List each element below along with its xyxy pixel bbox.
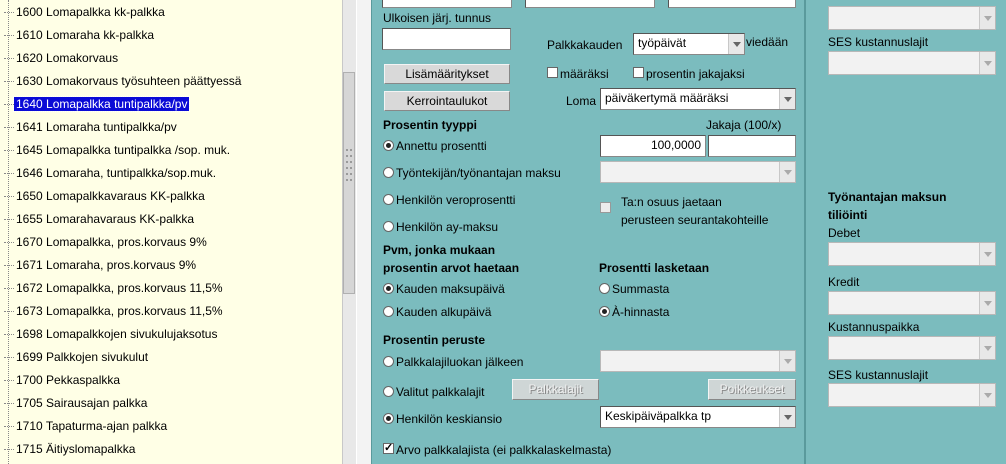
ay-maksu-radio[interactable] xyxy=(383,221,394,232)
viedaan-label: viedään xyxy=(746,35,789,49)
arvo-palkkalajista-checkbox[interactable] xyxy=(383,443,394,454)
maaraksi-label: määräksi xyxy=(560,67,609,81)
summasta-radio[interactable] xyxy=(599,283,610,294)
tree-item-label: 1645 Lomapalkka tuntipalkka /sop. muk. xyxy=(16,143,231,157)
veroprosentti-label: Henkilön veroprosentti xyxy=(396,193,516,207)
chevron-down-icon xyxy=(979,243,995,265)
tree-item[interactable] xyxy=(4,209,196,229)
panel-splitter[interactable] xyxy=(357,0,371,464)
tree-item[interactable] xyxy=(4,278,225,298)
chevron-down-icon xyxy=(779,351,795,371)
tree-branch-line xyxy=(4,265,14,266)
tree-item[interactable] xyxy=(4,2,167,22)
tyontekijan-maksu-radio[interactable] xyxy=(383,167,394,178)
tree-item-label: 1600 Lomapalkka kk-palkka xyxy=(16,5,165,19)
chevron-down-icon xyxy=(979,384,995,406)
tree-item-label: 1640 Lomapalkka tuntipalkka/pv xyxy=(16,97,188,111)
tree-branch-line xyxy=(4,219,14,220)
ahinnasta-radio[interactable] xyxy=(599,306,610,317)
tree-item[interactable] xyxy=(4,117,179,137)
tree-item-label: 1650 Lomapalkkavaraus KK-palkka xyxy=(16,189,205,203)
palkkakauden-value: työpäivät xyxy=(638,36,687,50)
prosentin-peruste-heading: Prosentin peruste xyxy=(383,333,486,347)
chevron-down-icon xyxy=(779,407,795,427)
tree-branch-line xyxy=(4,127,14,128)
loma-select[interactable] xyxy=(600,88,796,110)
ta-osuus-checkbox[interactable] xyxy=(600,202,611,213)
kustannuspaikka-select[interactable] xyxy=(828,336,996,360)
annettu-prosentti-radio[interactable] xyxy=(383,140,394,151)
right-top-select[interactable] xyxy=(828,6,996,30)
jakaja-input[interactable] xyxy=(708,135,796,157)
tree-item[interactable] xyxy=(4,370,122,390)
ses-label-top: SES kustannuslajit xyxy=(828,35,929,49)
tree-item-label: 1620 Lomakorvaus xyxy=(16,51,119,65)
tree-branch-line xyxy=(4,403,14,404)
tree-branch-line xyxy=(4,173,14,174)
tree-item-label: 1610 Lomaraha kk-palkka xyxy=(16,28,155,42)
chevron-down-icon xyxy=(979,337,995,359)
arvo-palkkalajista-label: Arvo palkkalajista (ei palkkalaskelmasta) xyxy=(396,443,612,457)
palkkalajiluokan-radio[interactable] xyxy=(383,356,394,367)
veroprosentti-radio[interactable] xyxy=(383,194,394,205)
tree-item-label: 1655 Lomarahavaraus KK-palkka xyxy=(16,212,195,226)
pvm-heading-1: Pvm, jonka mukaan xyxy=(383,243,496,257)
tree-item[interactable] xyxy=(4,232,209,252)
tree-item[interactable] xyxy=(4,186,207,206)
alkupaiva-radio[interactable] xyxy=(383,306,394,317)
scrollbar-grip-icon xyxy=(346,145,352,185)
tree-item-label: 1700 Pekkaspalkka xyxy=(16,373,121,387)
jakaja-label: Jakaja (100/x) xyxy=(706,118,782,132)
poikkeukset-button[interactable]: Poikkeukset xyxy=(708,379,796,400)
kustannuspaikka-label: Kustannuspaikka xyxy=(828,320,920,334)
tree-branch-line xyxy=(4,196,14,197)
prosentin-jakajaksi-label: prosentin jakajaksi xyxy=(646,67,745,81)
summasta-label: Summasta xyxy=(612,282,670,296)
top-field-3[interactable] xyxy=(668,0,796,8)
loma-label: Loma xyxy=(566,94,597,108)
valitut-palkkalajit-label: Valitut palkkalajit xyxy=(396,385,485,399)
palkkalajiluokka-select[interactable] xyxy=(600,350,796,372)
chevron-down-icon xyxy=(979,52,995,74)
ta-osuus-label-1: Ta:n osuus jaetaan xyxy=(621,195,722,209)
tree-item[interactable] xyxy=(4,255,198,275)
maksupaiva-label: Kauden maksupäivä xyxy=(396,282,505,296)
tree-item[interactable] xyxy=(4,301,225,321)
tree-item-label: 1671 Lomaraha, pros.korvaus 9% xyxy=(16,258,197,272)
annettu-prosentti-input[interactable]: 100,0000 xyxy=(600,135,706,157)
tree-branch-line xyxy=(4,357,14,358)
valitut-palkkalajit-radio[interactable] xyxy=(383,386,394,397)
top-field-2[interactable] xyxy=(525,0,655,8)
ay-maksu-label: Henkilön ay-maksu xyxy=(396,220,499,234)
tree-item[interactable] xyxy=(4,71,243,91)
keskiansio-value: Keskipäiväpalkka tp xyxy=(605,409,712,423)
kerrointaulukot-button[interactable]: Kerrointaulukot xyxy=(384,91,510,111)
chevron-down-icon xyxy=(728,34,744,54)
alkupaiva-label: Kauden alkupäivä xyxy=(396,305,492,319)
pvm-heading-2: prosentin arvot haetaan xyxy=(383,261,520,275)
tree-item-label: 1699 Palkkojen sivukulut xyxy=(16,350,149,364)
palkkakauden-select[interactable] xyxy=(633,33,745,55)
tree-item[interactable] xyxy=(4,94,189,114)
ses-label-bottom: SES kustannuslajit xyxy=(828,368,929,382)
tyontekijan-maksu-select[interactable] xyxy=(600,161,796,183)
tree-item-label: 1670 Lomapalkka, pros.korvaus 9% xyxy=(16,235,207,249)
tree-item-label: 1641 Lomaraha tuntipalkka/pv xyxy=(16,120,177,134)
chevron-down-icon xyxy=(979,292,995,314)
tree-branch-line xyxy=(4,35,14,36)
ulkoisen-label: Ulkoisen järj. tunnus xyxy=(383,11,492,25)
tree-branch-line xyxy=(4,12,14,13)
tree-branch-line xyxy=(4,242,14,243)
tree-item-label: 1715 Äitiyslomapalkka xyxy=(16,442,136,456)
palkkalajit-button[interactable]: Palkkalajit xyxy=(512,379,599,400)
tree-item[interactable] xyxy=(4,416,169,436)
tree-panel xyxy=(0,0,342,464)
tree-item[interactable] xyxy=(4,25,156,45)
palkkalajiluokan-label: Palkkalajiluokan jälkeen xyxy=(396,355,524,369)
tyonantajan-heading-1: Työnantajan maksun xyxy=(828,190,947,204)
tree-branch-line xyxy=(4,426,14,427)
tree-branch-line xyxy=(4,58,14,59)
ses-select-bottom[interactable] xyxy=(828,383,996,407)
debet-label: Debet xyxy=(828,226,861,240)
keskiansio-label: Henkilön keskiansio xyxy=(396,412,503,426)
tree-branch-line xyxy=(4,104,14,105)
annettu-prosentti-label: Annettu prosentti xyxy=(396,139,487,153)
prosentin-jakajaksi-checkbox[interactable] xyxy=(633,67,644,78)
tree-branch-line xyxy=(4,150,14,151)
tyontekijan-maksu-label: Työntekijän/työnantajan maksu xyxy=(396,166,561,180)
tree-branch-line xyxy=(4,380,14,381)
maksupaiva-radio[interactable] xyxy=(383,283,394,294)
tree-item[interactable] xyxy=(4,324,219,344)
palkkakauden-label: Palkkakauden xyxy=(547,38,623,52)
tree-item-label: 1705 Sairausajan palkka xyxy=(16,396,148,410)
maaraksi-checkbox[interactable] xyxy=(547,67,558,78)
keskiansio-radio[interactable] xyxy=(383,413,394,424)
tree-item[interactable] xyxy=(4,48,120,68)
keskiansio-select[interactable] xyxy=(600,406,796,428)
tree-branch-line xyxy=(4,449,14,450)
tree-item[interactable] xyxy=(4,347,150,367)
lisamaaritykset-button[interactable]: Lisämääritykset xyxy=(384,64,510,84)
tree-item-label: 1646 Lomaraha, tuntipalkka/sop.muk. xyxy=(16,166,217,180)
tree-item[interactable] xyxy=(4,439,137,459)
prosentti-lasketaan-heading: Prosentti lasketaan xyxy=(599,261,710,275)
ta-osuus-label-2: perusteen seurantakohteille xyxy=(621,213,769,227)
ulkoisen-input[interactable] xyxy=(382,28,511,50)
ses-select-top[interactable] xyxy=(828,51,996,75)
tree-item-label: 1698 Lomapalkkojen sivukulujaksotus xyxy=(16,327,218,341)
chevron-down-icon xyxy=(979,7,995,29)
top-right-partial xyxy=(828,0,996,4)
tree-branch-line xyxy=(4,334,14,335)
tree-item[interactable] xyxy=(4,163,218,183)
tree-branch-line xyxy=(4,311,14,312)
top-field-1[interactable] xyxy=(382,0,512,8)
kredit-select[interactable] xyxy=(828,291,996,315)
tree-item[interactable] xyxy=(4,140,232,160)
tree-item-label: 1673 Lomapalkka, pros.korvaus 11,5% xyxy=(16,304,223,318)
ahinnasta-label: À-hinnasta xyxy=(612,305,670,319)
kredit-label: Kredit xyxy=(828,275,860,289)
tree-item[interactable] xyxy=(4,393,149,413)
tyonantajan-heading-2: tiliöinti xyxy=(828,208,868,222)
debet-select[interactable] xyxy=(828,242,996,266)
tree-item-label: 1672 Lomapalkka, pros.korvaus 11,5% xyxy=(16,281,223,295)
chevron-down-icon xyxy=(779,162,795,182)
tree-branch-line xyxy=(4,81,14,82)
tree-item-label: 1630 Lomakorvaus työsuhteen päättyessä xyxy=(16,74,242,88)
tree-item-label: 1710 Tapaturma-ajan palkka xyxy=(16,419,168,433)
tree-branch-line xyxy=(4,288,14,289)
chevron-down-icon xyxy=(779,89,795,109)
prosentin-tyyppi-heading: Prosentin tyyppi xyxy=(383,118,478,132)
loma-value: päiväkertymä määräksi xyxy=(605,91,729,105)
